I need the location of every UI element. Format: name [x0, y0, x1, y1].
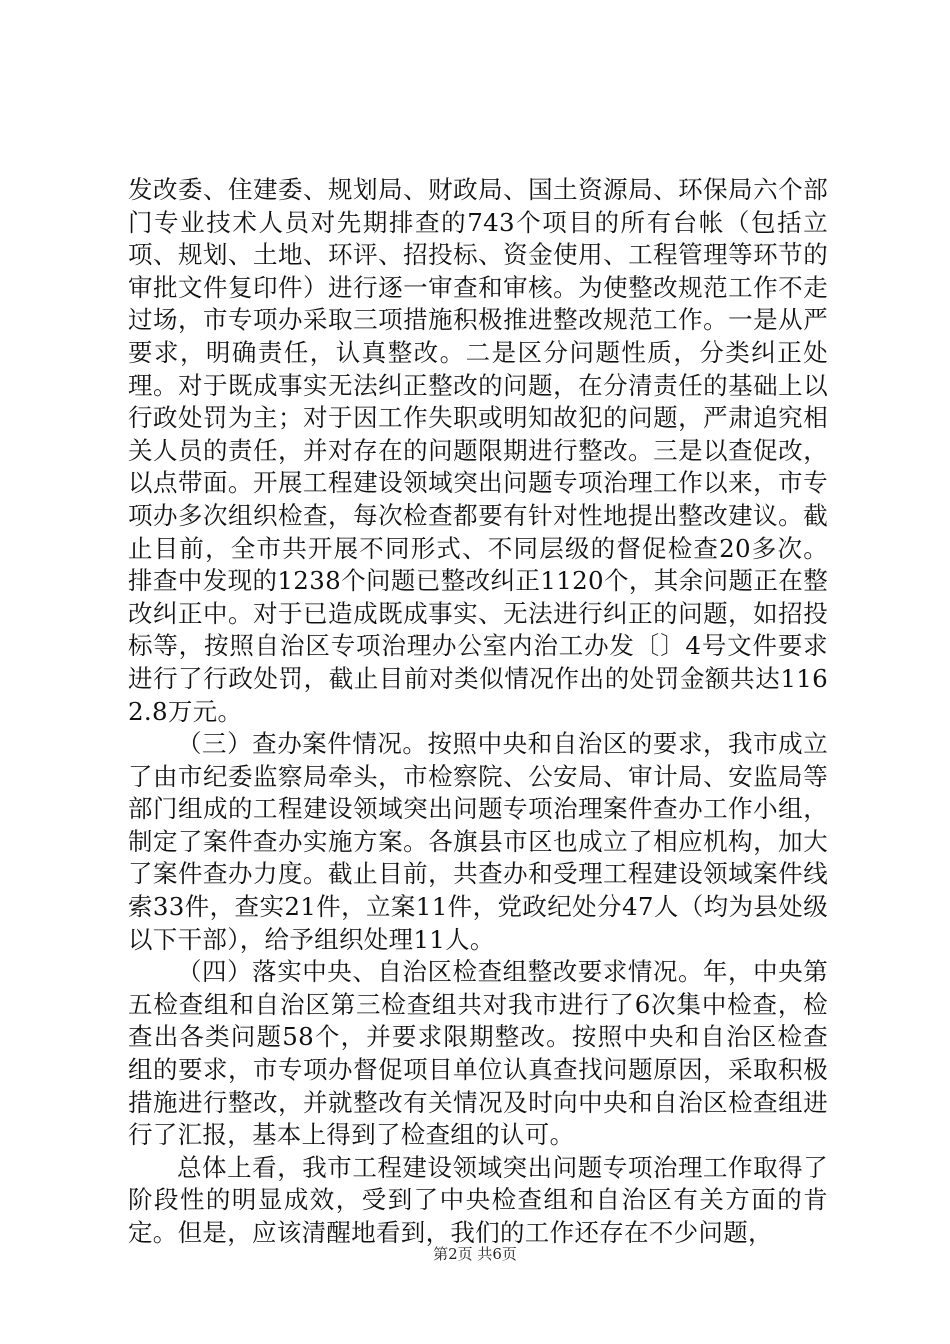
paragraph-2: （三）查办案件情况。按照中央和自治区的要求，我市成立了由市纪委监察局牵头，市检察院、公安局、审计局、安监局等部门组成的工程建设领域突出问题专项治理案件查办工作小组，制定了案件查办实施方案。各旗县市区也成立了相应机构，加大了案件查办力度。截止目前，共查办和受理工程建设领域案件线索33件，查实21件，立案11件，党政纪处分47人（均为县处级以下干部），给予组织处理11人。 — [128, 729, 828, 954]
paragraph-4: 总体上看，我市工程建设领域突出问题专项治理工作取得了阶段性的明显成效，受到了中央检查组和自治区有关方面的肯定。但是，应该清醒地看到，我们的工作还存在不少问题， — [128, 1152, 828, 1247]
document-body — [128, 174, 828, 1250]
paragraph-1: 发改委、住建委、规划局、财政局、国土资源局、环保局六个部门专业技术人员对先期排查的743个项目的所有台帐（包括立项、规划、土地、环评、招投标、资金使用、工程管理等环节的审批文件复印件）进行逐一审查和审核。为使整改规范工作不走过场，市专项办采取三项措施积极推进整改规范工作。一是从严要求，明确责任，认真整改。二是区分问题性质，分类纠正处理。对于既成事实无法纠正整改的问题，在分清责任的基础上以行政处罚为主；对于因工作失职或明知故犯的问题，严肃追究相关人员的责任，并对存在的问题限期进行整改。三是以查促改，以点带面。开展工程建设领域突出问题专项治理工作以来，市专项办多次组织检查，每次检查都要有针对性地提出整改建议。截止目前，全市共开展不同形式、不同层级的督促检查20多次。排查中发现的1238个问题已整改纠正1120个，其余问题正在整改纠正中。对于已造成既成事实、无法进行纠正的问题，如招投标等，按照自治区专项治理办公室内治工办发〔〕4号文件要求进行了行政处罚，截止目前对类似情况作出的处罚金额共达1162.8万元。 — [128, 175, 828, 726]
page-footer: 第2页 共6页 — [433, 1245, 517, 1263]
paragraph-3: （四）落实中央、自治区检查组整改要求情况。年，中央第五检查组和自治区第三检查组共对我市进行了6次集中检查，检查出各类问题58个，并要求限期整改。按照中央和自治区检查组的要求，市专项办督促项目单位认真查找问题原因，采取积极措施进行整改，并就整改有关情况及时向中央和自治区检查组进行了汇报，基本上得到了检查组的认可。 — [128, 957, 828, 1150]
